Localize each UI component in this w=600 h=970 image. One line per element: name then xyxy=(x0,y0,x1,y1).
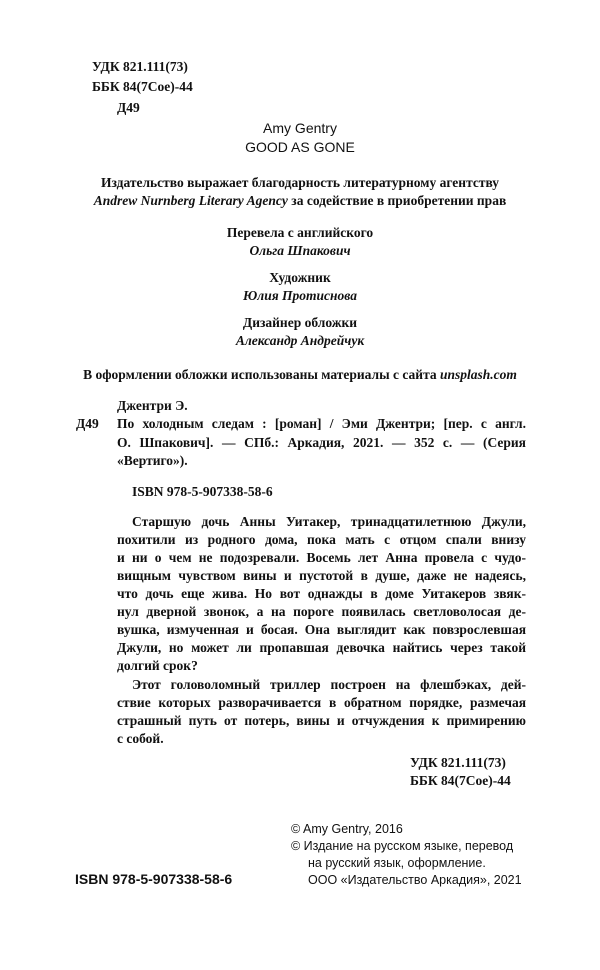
annotation-line: вушка, измученная и босая. Она выглядит как повзрослевшая xyxy=(117,622,526,637)
annotation-line: похитили из родного дома, пока мать с отцом спали внизу xyxy=(117,532,526,547)
annotation-line: Этот головоломный триллер построен на флешбэках, дей- xyxy=(132,677,526,692)
cover-designer-role: Дизайнер обложки xyxy=(242,315,358,330)
annotation-line: и ни о чем не подозревали. Восемь лет Анна провела с чудо- xyxy=(117,550,526,565)
annotation-line: страшный путь от потерь, вины и отчуждения к примирению xyxy=(117,713,526,728)
translator-name: Ольга Шпакович xyxy=(249,243,351,258)
artist-role: Художник xyxy=(269,270,331,285)
bottom-bbk-code: ББК 84(7Сое)-44 xyxy=(410,773,511,788)
original-author: Amy Gentry xyxy=(263,120,337,136)
artist-name: Юлия Протиснова xyxy=(243,288,357,303)
annotation-line: Джули, но может ли пропавшая девочка найтись через такой xyxy=(117,640,526,655)
annotation-line: долгий срок? xyxy=(117,658,198,673)
translator-role: Перевела с английского xyxy=(226,225,374,240)
annotation-line: что дочь еще жива. Но вот однажды в доме Уитакеров звяк- xyxy=(117,586,526,601)
acknowledgement-rest: за содействие в приобретении прав xyxy=(287,193,507,208)
annotation-line: вищным чувством вины и пустотой в душе, даже не надеясь, xyxy=(117,568,526,583)
udk-code: УДК 821.111(73) xyxy=(92,59,188,74)
isbn-bottom: ISBN 978-5-907338-58-6 xyxy=(75,871,233,887)
catalog-line-3: «Вертиго»). xyxy=(117,453,188,468)
cover-designer-name: Александр Андрейчук xyxy=(235,333,365,348)
agency-name: Andrew Nurnberg Literary Agency xyxy=(93,193,288,208)
bbk-code: ББК 84(7Сое)-44 xyxy=(92,79,193,94)
annotation-line: с собой. xyxy=(117,731,164,746)
annotation-line: ствие которых разворачивается в обратном порядке, размечая xyxy=(117,695,526,710)
bottom-udk-code: УДК 821.111(73) xyxy=(410,755,506,770)
original-title: GOOD AS GONE xyxy=(245,139,355,155)
copyright-line-2: © Издание на русском языке, перевод xyxy=(291,839,514,853)
catalog-isbn: ISBN 978-5-907338-58-6 xyxy=(132,484,273,499)
copyright-line-1: © Amy Gentry, 2016 xyxy=(291,822,403,836)
cover-note-text: В оформлении обложки использованы материалы с сайта xyxy=(83,367,441,382)
cover-note xyxy=(0,367,600,383)
annotation-line: Старшую дочь Анны Уитакер, тринадцатилетнюю Джули, xyxy=(132,514,526,529)
annotation-line: нул дверной звонок, а на пороге появилась светловолосая де- xyxy=(117,604,526,619)
acknowledgement-line-1: Издательство выражает благодарность литературному агентству xyxy=(100,175,500,190)
catalog-code: Д49 xyxy=(76,416,99,431)
author-code: Д49 xyxy=(117,100,140,115)
acknowledgement-line-2 xyxy=(0,193,600,209)
cover-note-site: unsplash.com xyxy=(440,367,517,382)
catalog-line-2: О. Шпакович]. — СПб.: Аркадия, 2021. — 352 с. — (Серия xyxy=(117,435,526,450)
catalog-line-1: По холодным следам : [роман] / Эми Джентри; [пер. с англ. xyxy=(117,416,526,431)
copyright-line-3: на русский язык, оформление. xyxy=(308,856,486,870)
copyright-line-4: ООО «Издательство Аркадия», 2021 xyxy=(308,873,522,887)
catalog-author: Джентри Э. xyxy=(117,398,188,413)
